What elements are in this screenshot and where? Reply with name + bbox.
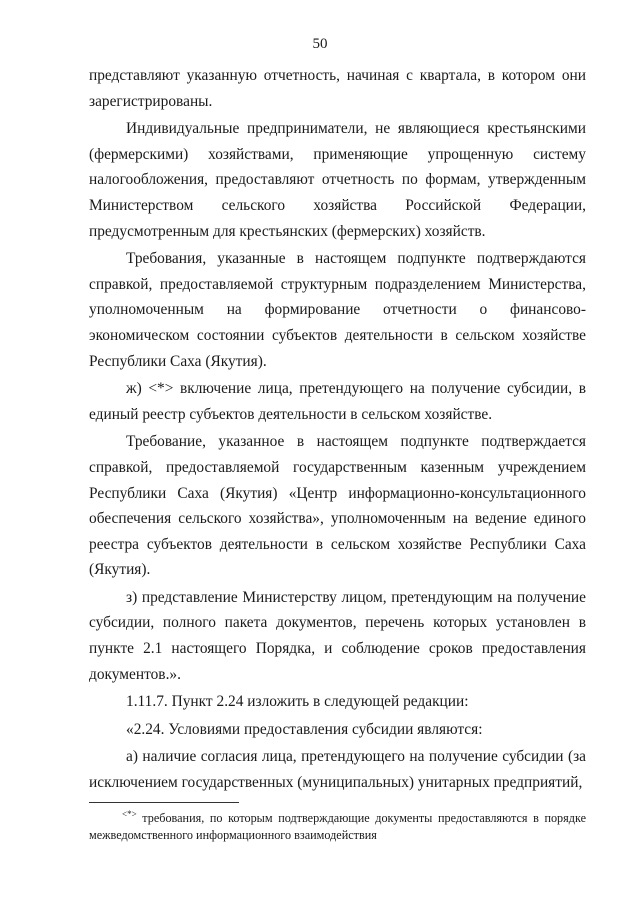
paragraph-1: представляют указанную отчетность, начиная с квартала, в котором они зарегистрированы. [89, 67, 586, 110]
paragraph-9: а) наличие согласия лица, претендующего на получение субсидии (за исключением государственных (муниципальных) унитарных предприятий, [89, 748, 586, 792]
footnote-separator [89, 802, 239, 803]
footnote-mark: <*> [122, 808, 137, 819]
paragraph-5: Требование, указанное в настоящем подпункте подтверждается справкой, предоставляемой государственным казенным учреждением Республики Саха (Якутия) «Центр информационно-консультационного обеспечения сельского хозяйства», уполномоченным на ведение единого реестра субъектов деятельности в сельском хозяйстве Республики Саха (Якутия). [89, 433, 586, 579]
paragraph-3: Требования, указанные в настоящем подпункте подтверждаются справкой, предоставляемой структурным подразделением Министерства, уполномоченным на формирование отчетности о финансово-экономическом состоянии субъектов деятельности в сельском хозяйстве Республики Саха (Якутия). [89, 250, 586, 370]
paragraph-2: Индивидуальные предприниматели, не являющиеся крестьянскими (фермерскими) хозяйствами, применяющие упрощенную систему налогообложения, предоставляют отчетность по формам, утвержденным Министерством сельского хозяйства Российской Федерации, предусмотренным для крестьянских (фермерских) хозяйств. [89, 120, 586, 240]
paragraph-7: 1.11.7. Пункт 2.24 изложить в следующей редакции: [126, 693, 469, 711]
footnote-text: требования, по которым подтверждающие документы предоставляются в порядке межведомственного информационного взаимодействия [89, 811, 586, 842]
page-number: 50 [312, 36, 328, 52]
paragraph-4: ж) <*> включение лица, претендующего на получение субсидии, в единый реестр субъектов деятельности в сельском хозяйстве. [89, 380, 586, 423]
paragraph-8: «2.24. Условиями предоставления субсидии являются: [126, 720, 483, 738]
main-text [89, 63, 586, 798]
paragraph-6: з) представление Министерству лицом, претендующим на получение субсидии, полного пакета документов, перечень которых установлен в пункте 2.1 настоящего Порядка, и соблюдение сроков предоставления документов.». [89, 588, 586, 683]
footnote [89, 810, 586, 844]
